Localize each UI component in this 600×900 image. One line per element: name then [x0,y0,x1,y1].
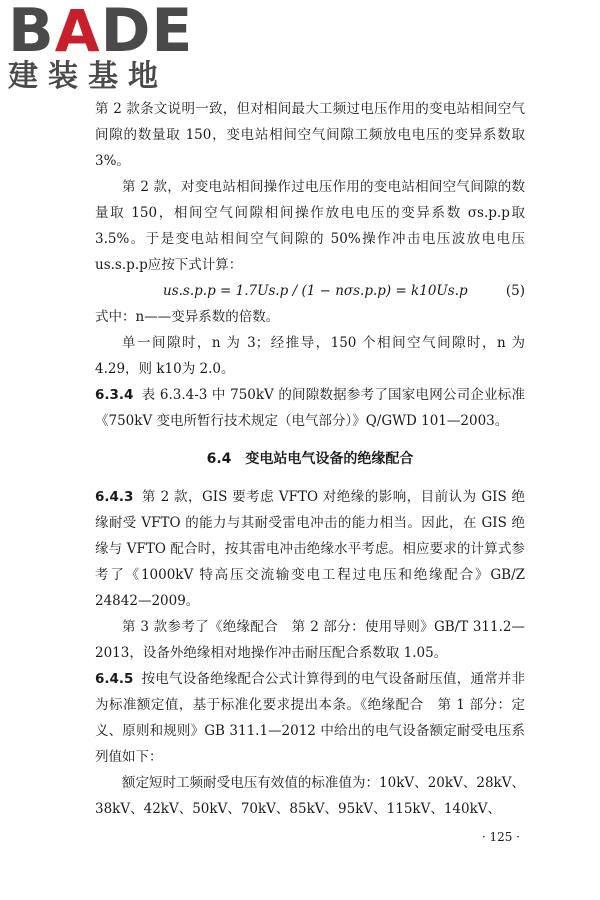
logo-letters-de: DE [100,0,194,66]
bade-logo [8,0,194,96]
logo-letter-a: A [54,0,101,65]
section-title: 6.4 变电站电气设备的绝缘配合 [206,451,414,467]
paragraph: 第 2 款，对变电站相间操作过电压作用的变电站相间空气间隙的数量取 150，相间空气间隙相间操作放电电压的变异系数 σs.p.p取 3.5%。于是变电站相间空气间隙的 50%操作冲击电压波放电电压 us.s.p.p应按下式计算： [95,179,525,273]
paragraph: 单一间隙时，n 为 3；经推导，150 个相间空气间隙时，n 为 4.29，则 k10为 2.0。 [95,335,525,377]
clause-number: 6.4.5 [95,671,134,687]
document-body [95,96,525,822]
paragraph: 第 3 款参考了《绝缘配合 第 2 部分：使用导则》GB/T 311.2—2013，设备外绝缘相对地操作冲击耐压配合系数取 1.05。 [95,619,525,661]
formula [95,278,525,304]
logo-subtitle: 建装基地 [8,59,168,94]
logo-brand [8,0,194,66]
formula-expression: us.s.p.p = 1.7Us.p / (1 − nσs.p.p) = k10Us.p [163,283,468,299]
page-number: · 125 · [481,830,520,844]
paragraph: 第 2 款条文说明一致，但对相间最大工频过电压作用的变电站相间空气间隙的数量取 150，变电站相间空气间隙工频放电电压的变异系数取 3%。 [95,101,525,169]
clause-text: 第 2 款，GIS 要考虑 VFTO 对绝缘的影响，目前认为 GIS 绝缘耐受 VFTO 的能力与其耐受雷电冲击的能力相当。因此，在 GIS 绝缘与 VFTO 配合时，按其雷电冲击绝缘水平考虑。相应要求的计算式参考了《1000kV 特高压交流输变电工程过电压和绝缘配合》GB/Z 24842—2009。 [95,489,525,609]
clause-text: 表 6.3.4-3 中 750kV 的间隙数据参考了国家电网公司企业标准《750kV 变电所暂行技术规定（电气部分）》Q/GWD 101—2003。 [95,387,525,429]
clause-6-3-4 [95,382,525,434]
clause-6-4-3 [95,484,525,614]
formula-number: (5) [505,283,525,299]
paragraph: 额定短时工频耐受电压有效值的标准值为：10kV、20kV、28kV、38kV、42kV、50kV、70kV、85kV、95kV、115kV、140kV、 [95,775,525,817]
clause-number: 6.3.4 [95,387,134,403]
clause-number: 6.4.3 [95,489,134,505]
logo-letter-b: B [8,0,55,66]
clause-text: 按电气设备绝缘配合公式计算得到的电气设备耐压值，通常并非为标准额定值，基于标准化要求提出本条。《绝缘配合 第 1 部分：定义、原则和规则》GB 311.1—2012 中给出的电气设备额定耐受电压系列值如下： [95,671,525,765]
paragraph: 式中：n——变异系数的倍数。 [95,309,280,325]
clause-6-4-5 [95,666,525,770]
